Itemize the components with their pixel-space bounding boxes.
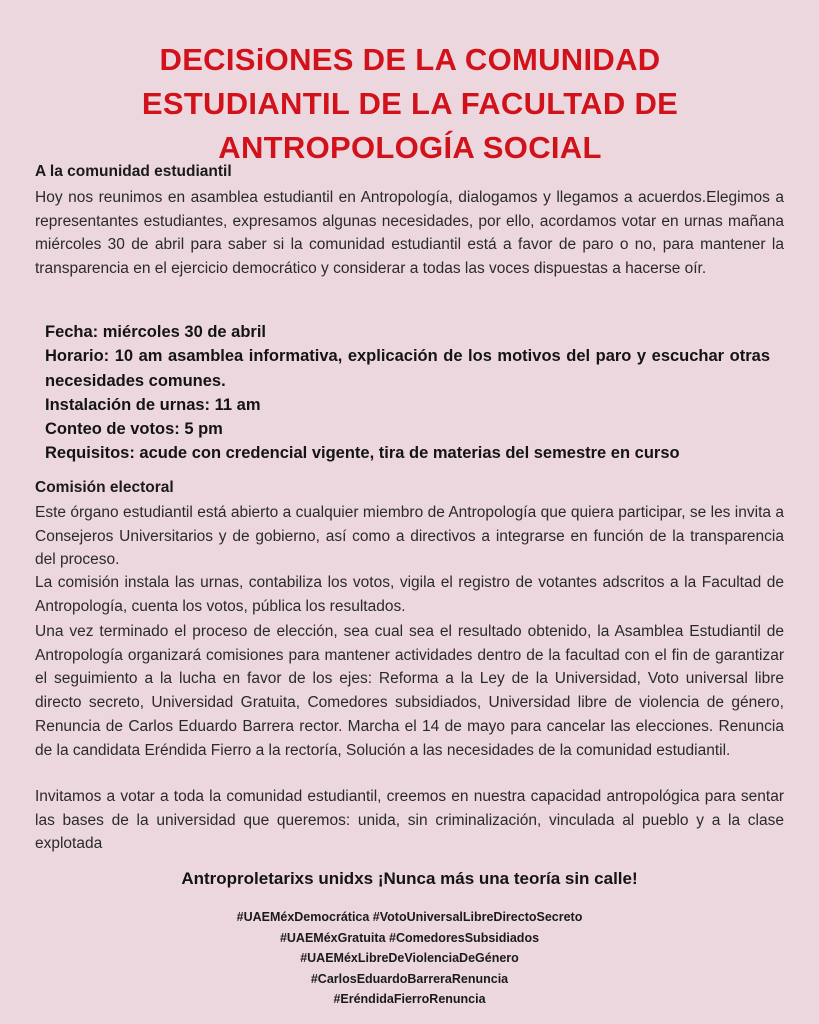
detail-conteo: Conteo de votos: 5 pm bbox=[45, 420, 223, 439]
page-title bbox=[60, 38, 760, 170]
comision-heading: Comisión electoral bbox=[35, 479, 174, 496]
intro-heading: A la comunidad estudiantil bbox=[35, 163, 232, 180]
title-line-3: ANTROPOLOGÍA SOCIAL bbox=[218, 130, 602, 165]
detail-instalacion: Instalación de urnas: 11 am bbox=[45, 395, 261, 414]
detail-fecha: Fecha: miércoles 30 de abril bbox=[45, 323, 267, 341]
comision-paragraph-2: La comisión instala las urnas, contabiliza los votos, vigila el registro de votantes adscritos a la Facultad de Antropología, cuenta los votos, pública los resultados. bbox=[35, 574, 784, 615]
detail-requisitos: Requisitos: acude con credencial vigente, tira de materias del semestre en curso bbox=[45, 444, 680, 463]
title-line-2: ESTUDIANTIL DE LA FACULTAD DE bbox=[141, 86, 679, 121]
slogan: Antroproletarixs unidxs ¡Nunca más una teoría sin calle! bbox=[181, 869, 638, 888]
intro-paragraph: Hoy nos reunimos en asamblea estudiantil en Antropología, dialogamos y llegamos a acuerdos.Elegimos a representantes estudiantes, expresamos algunas necesidades, por ello, acordamos votar en urnas mañana miércoles 30 de abril para saber si la comunidad estudiantil está a favor de paro o no, para mantener la transparencia en el ejercicio democrático y considerar a todas las voces dispuestas a hacerse oír. bbox=[35, 189, 784, 278]
hashtag-line: #UAEMéxGratuita #ComedoresSubsidiados bbox=[279, 930, 540, 945]
comision-paragraph-3: Una vez terminado el proceso de elección, sea cual sea el resultado obtenido, la Asamblea Estudiantil de Antropología organizará comisiones para mantener actividades dentro de la facultad con el fin de garantizar el seguimiento a la lucha en favor de los ejes: Reforma a la Ley de la Universidad, Voto universal libre directo secreto, Universidad Gratuita, Comedores subsidiados, Universidad libre de violencia de género, Renuncia de Carlos Eduardo Barrera rector. Marcha el 14 de mayo para cancelar las elecciones. Renuncia de la candidata Eréndida Fierro a la rectoría, Solución a las necesidades de la comunidad estudiantil. bbox=[35, 623, 784, 759]
comision-paragraph-1: Este órgano estudiantil está abierto a cualquier miembro de Antropología que quiera participar, se les invita a Consejeros Universitarios y de gobierno, así como a directivos a integrarse en función de la transparencia del proceso. bbox=[35, 504, 784, 569]
comision-paragraph-4: Invitamos a votar a toda la comunidad estudiantil, creemos en nuestra capacidad antropológica para sentar las bases de la universidad que queremos: unida, sin criminalización, vinculada al pueblo y a la clase explotada bbox=[35, 788, 784, 853]
hashtag-line: #EréndidaFierroRenuncia bbox=[333, 992, 486, 1006]
event-details bbox=[45, 320, 770, 466]
detail-horario: Horario: 10 am asamblea informativa, explicación de los motivos del paro y escuchar otras necesidades comunes. bbox=[45, 347, 770, 390]
hashtag-list bbox=[60, 907, 759, 1010]
hashtag-line: #UAEMéxDemocrática #VotoUniversalLibreDirectoSecreto bbox=[236, 910, 583, 924]
hashtag-line: #UAEMéxLibreDeViolenciaDeGénero bbox=[300, 951, 519, 965]
title-line-1: DECISiONES DE LA COMUNIDAD bbox=[159, 42, 661, 77]
hashtag-line: #CarlosEduardoBarreraRenuncia bbox=[310, 971, 509, 986]
